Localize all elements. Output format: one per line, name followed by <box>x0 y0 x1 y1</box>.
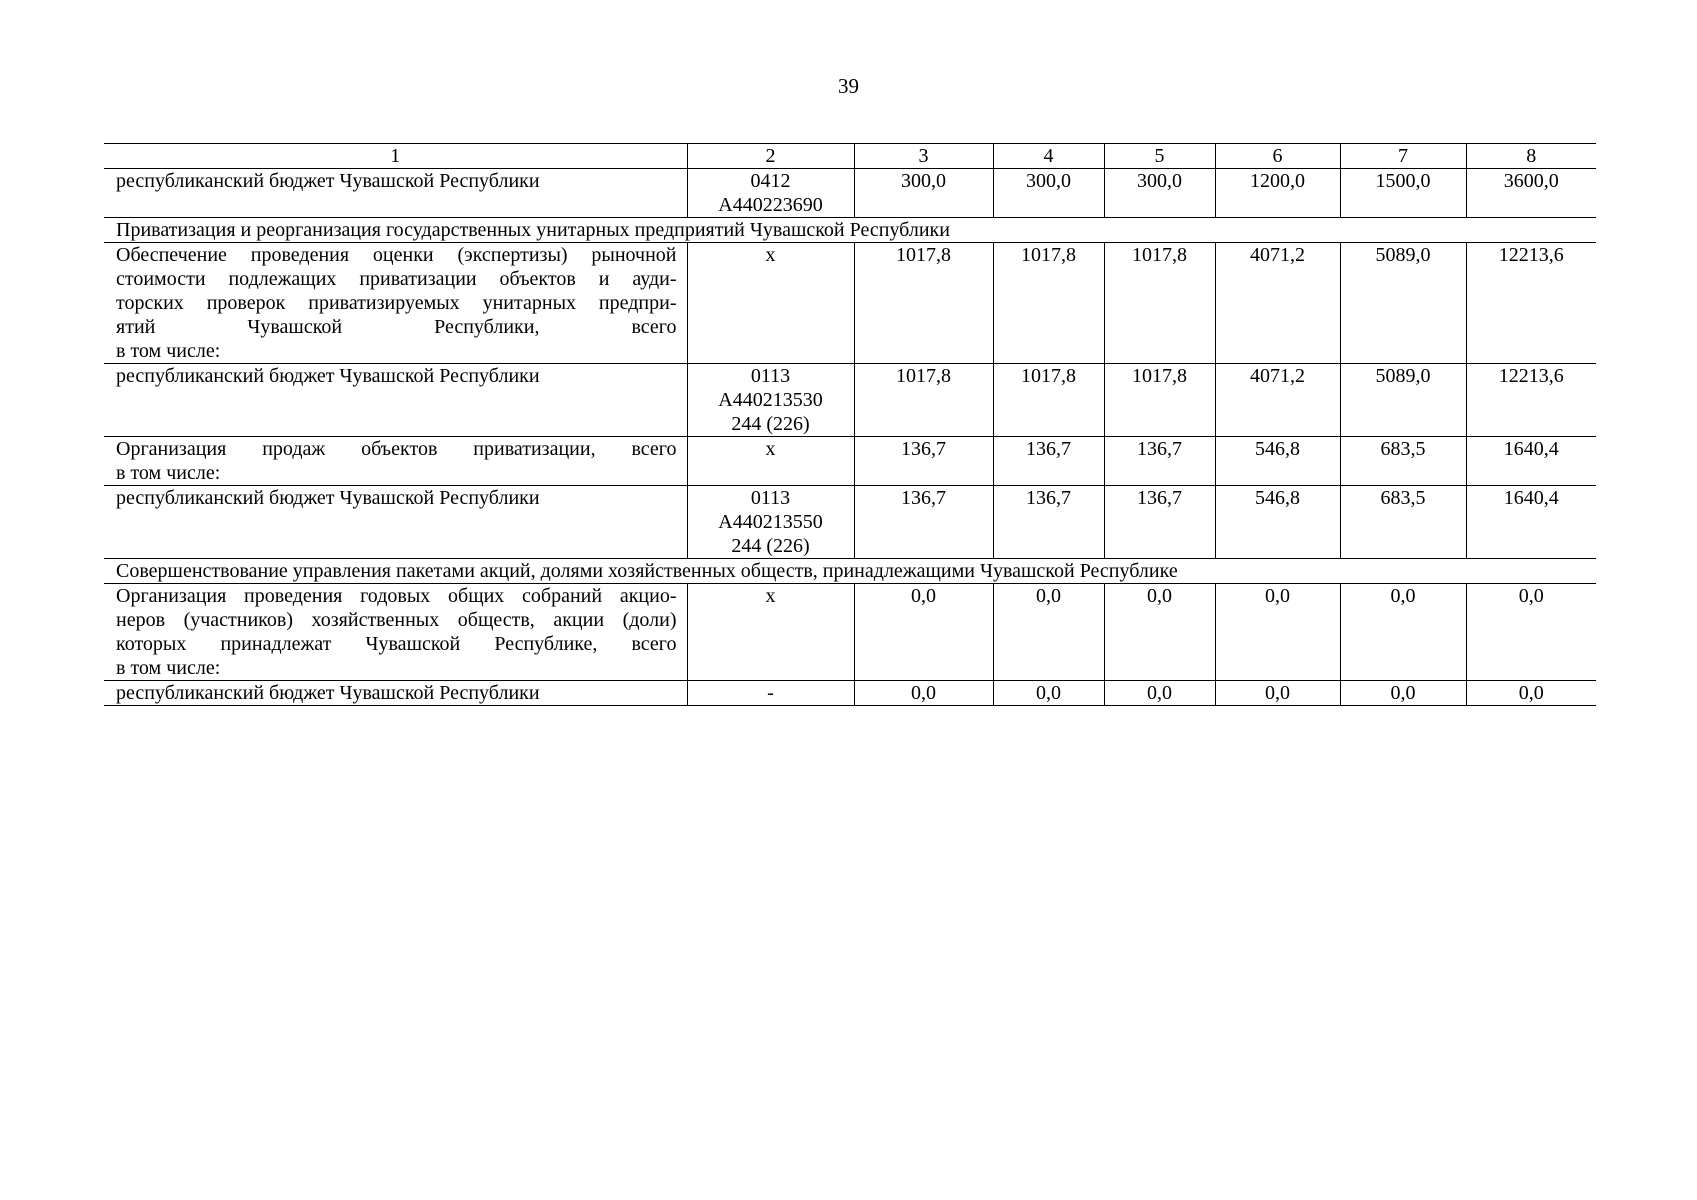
row-name-cell <box>104 243 687 364</box>
value-cell: 4071,2 <box>1215 364 1340 437</box>
budget-code-cell <box>687 169 854 218</box>
value-cell: 1200,0 <box>1215 169 1340 218</box>
value-cell: 5089,0 <box>1340 364 1466 437</box>
value-cell: 1017,8 <box>1104 364 1215 437</box>
row-name-line: республиканский бюджет Чувашской Республики <box>116 170 540 192</box>
header-cell: 5 <box>1104 144 1215 169</box>
row-name-cell <box>104 584 687 681</box>
value-cell: 0,0 <box>1104 584 1215 681</box>
budget-code-line: 0113 <box>750 365 791 387</box>
value-cell: 300,0 <box>993 169 1104 218</box>
row-name-line: торских проверок приватизируемых унитарных предпри- <box>116 292 677 314</box>
table-row <box>104 584 1596 681</box>
value-cell: 0,0 <box>1215 584 1340 681</box>
row-name-line: стоимости подлежащих приватизации объектов и ауди- <box>116 268 677 290</box>
value-cell: 12213,6 <box>1466 364 1596 437</box>
row-name-line: в том числе: <box>116 462 221 484</box>
value-cell: 0,0 <box>1340 681 1466 706</box>
row-name-cell <box>104 486 687 559</box>
value-cell: 4071,2 <box>1215 243 1340 364</box>
section-title: Приватизация и реорганизация государственных унитарных предприятий Чувашской Республики <box>104 218 1596 243</box>
table-row <box>104 681 1596 706</box>
value-cell: 1017,8 <box>854 243 993 364</box>
value-cell: 300,0 <box>1104 169 1215 218</box>
header-cell: 4 <box>993 144 1104 169</box>
value-cell: 0,0 <box>993 681 1104 706</box>
value-cell: 0,0 <box>854 584 993 681</box>
value-cell: 683,5 <box>1340 486 1466 559</box>
value-cell: 546,8 <box>1215 486 1340 559</box>
table-row <box>104 169 1596 218</box>
row-name-line: Обеспечение проведения оценки (экспертизы) рыночной <box>116 244 677 266</box>
budget-code-line: А440223690 <box>718 194 823 216</box>
value-cell: 0,0 <box>1466 584 1596 681</box>
value-cell: 136,7 <box>1104 486 1215 559</box>
value-cell: 0,0 <box>1215 681 1340 706</box>
section-row <box>104 218 1596 243</box>
budget-code-cell <box>687 681 854 706</box>
header-cell: 6 <box>1215 144 1340 169</box>
value-cell: 1017,8 <box>993 364 1104 437</box>
budget-code-line: х <box>765 585 776 607</box>
page-number: 39 <box>838 74 859 98</box>
budget-code-line: - <box>767 682 774 704</box>
value-cell: 136,7 <box>1104 437 1215 486</box>
value-cell: 0,0 <box>1466 681 1596 706</box>
budget-table <box>104 143 1596 706</box>
budget-code-cell <box>687 364 854 437</box>
row-name-cell <box>104 437 687 486</box>
budget-code-line: А440213530 <box>718 389 823 411</box>
value-cell: 0,0 <box>854 681 993 706</box>
value-cell: 3600,0 <box>1466 169 1596 218</box>
budget-code-line: 244 (226) <box>731 535 810 557</box>
row-name-line: неров (участников) хозяйственных обществ, акции (доли) <box>116 609 677 631</box>
value-cell: 136,7 <box>993 486 1104 559</box>
table-row <box>104 364 1596 437</box>
header-cell: 2 <box>687 144 854 169</box>
table-row <box>104 437 1596 486</box>
value-cell: 1017,8 <box>1104 243 1215 364</box>
value-cell: 5089,0 <box>1340 243 1466 364</box>
row-name-line: республиканский бюджет Чувашской Республики <box>116 365 540 387</box>
budget-code-cell <box>687 243 854 364</box>
value-cell: 0,0 <box>1104 681 1215 706</box>
value-cell: 1640,4 <box>1466 486 1596 559</box>
value-cell: 12213,6 <box>1466 243 1596 364</box>
budget-code-cell <box>687 486 854 559</box>
header-cell: 8 <box>1466 144 1596 169</box>
value-cell: 1017,8 <box>854 364 993 437</box>
row-name-cell <box>104 681 687 706</box>
value-cell: 1500,0 <box>1340 169 1466 218</box>
budget-code-line: х <box>765 438 776 460</box>
value-cell: 0,0 <box>993 584 1104 681</box>
value-cell: 136,7 <box>854 437 993 486</box>
row-name-line: республиканский бюджет Чувашской Республики <box>116 487 540 509</box>
header-cell: 7 <box>1340 144 1466 169</box>
budget-code-line: А440213550 <box>718 511 823 533</box>
row-name-cell <box>104 169 687 218</box>
section-row <box>104 559 1596 584</box>
row-name-line: в том числе: <box>116 340 221 362</box>
value-cell: 300,0 <box>854 169 993 218</box>
section-title: Совершенствование управления пакетами акций, долями хозяйственных обществ, принадлежащими Чувашской Республике <box>104 559 1596 584</box>
budget-code-cell <box>687 437 854 486</box>
value-cell: 1640,4 <box>1466 437 1596 486</box>
value-cell: 0,0 <box>1340 584 1466 681</box>
table-header-row <box>104 144 1596 169</box>
value-cell: 683,5 <box>1340 437 1466 486</box>
row-name-line: республиканский бюджет Чувашской Республики <box>116 682 540 704</box>
header-cell: 1 <box>104 144 687 169</box>
row-name-line: Организация проведения годовых общих собраний акцио- <box>116 585 677 607</box>
row-name-line: ятий Чувашской Республики, всего <box>116 316 677 338</box>
row-name-cell <box>104 364 687 437</box>
value-cell: 136,7 <box>854 486 993 559</box>
value-cell: 1017,8 <box>993 243 1104 364</box>
header-cell: 3 <box>854 144 993 169</box>
budget-code-line: 0412 <box>750 170 791 192</box>
budget-code-line: 0113 <box>750 487 791 509</box>
value-cell: 546,8 <box>1215 437 1340 486</box>
row-name-line: в том числе: <box>116 657 221 679</box>
row-name-line: Организация продаж объектов приватизации, всего <box>116 438 677 460</box>
row-name-line: которых принадлежат Чувашской Республике, всего <box>116 633 677 655</box>
table-row <box>104 243 1596 364</box>
table-row <box>104 486 1596 559</box>
budget-code-line: х <box>765 244 776 266</box>
budget-code-cell <box>687 584 854 681</box>
value-cell: 136,7 <box>993 437 1104 486</box>
budget-code-line: 244 (226) <box>731 413 810 435</box>
